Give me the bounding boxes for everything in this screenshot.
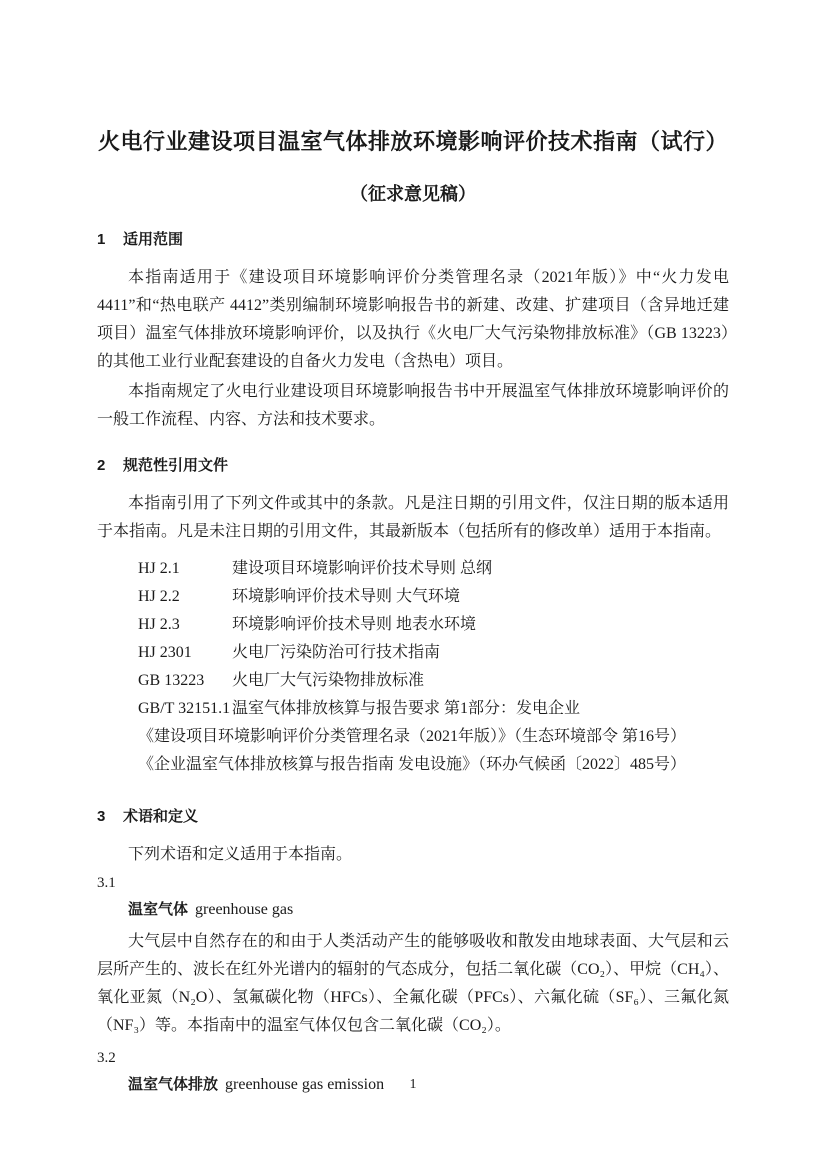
- term-3-1: [97, 897, 729, 922]
- section-2-number: 2: [97, 457, 106, 474]
- section-3-number: 3: [97, 808, 106, 825]
- section-1-title: 适用范围: [123, 231, 184, 248]
- reference-item: [97, 639, 729, 667]
- document-title: 火电行业建设项目温室气体排放环境影响评价技术指南（试行）: [97, 129, 728, 154]
- section-1-paragraph-2: 本指南规定了火电行业建设项目环境影响报告书中开展温室气体排放环境影响评价的一般工作流程、内容、方法和技术要求。: [97, 383, 729, 428]
- reference-title: 温室气体排放核算与报告要求 第1部分：发电企业: [232, 700, 581, 717]
- term-name-en: greenhouse gas: [195, 901, 294, 918]
- section-3-heading: [97, 806, 729, 827]
- reference-title: 建设项目环境影响评价技术导则 总纲: [232, 560, 493, 577]
- section-1-heading: [97, 229, 729, 250]
- term-number-3-1: 3.1: [97, 875, 116, 891]
- reference-title: 火电厂污染防治可行技术指南: [232, 644, 441, 661]
- reference-title: 火电厂大气污染物排放标准: [232, 672, 425, 689]
- term-name-zh: 温室气体: [128, 901, 189, 918]
- reference-document: 《建设项目环境影响评价分类管理名录（2021年版）》（生态环境部令 第16号）: [138, 728, 687, 745]
- term-3-1-definition: 大气层中自然存在的和由于人类活动产生的能够吸收和散发由地球表面、大气层和云层所产生的、波长在红外光谱内的辐射的气态成分，包括二氧化碳（CO₂）、甲烷（CH₄）、氧化亚氮（N₂O）、氢氟碳化物（HFCs）、全氟化碳（PFCs）、六氟化硫（SF₆）、三氟化氮（NF₃）等。本指南中的温室气体仅包含二氧化碳（CO₂）。: [97, 933, 729, 1034]
- section-1-paragraph-1: 本指南适用于《建设项目环境影响评价分类管理名录（2021年版）》中“火力发电 4411”和“热电联产 4412”类别编制环境影响报告书的新建、改建、扩建项目（含异地迁建项目）温室气体排放环境影响评价，以及执行《火电厂大气污染物排放标准》（GB 13223）的其他工业行业配套建设的自备火力发电（含热电）项目。: [97, 269, 729, 370]
- reference-title: 环境影响评价技术导则 大气环境: [232, 588, 461, 605]
- page-number: 1: [409, 1077, 417, 1092]
- reference-title: 环境影响评价技术导则 地表水环境: [232, 616, 477, 633]
- reference-item: [97, 555, 729, 583]
- reference-code: HJ 2.3: [138, 616, 180, 633]
- reference-code: HJ 2.1: [138, 560, 180, 577]
- section-2-title: 规范性引用文件: [123, 457, 229, 474]
- reference-item: [97, 667, 729, 695]
- section-3-title: 术语和定义: [123, 808, 199, 825]
- normative-references-list: [97, 555, 729, 779]
- reference-item: [97, 611, 729, 639]
- section-2-heading: [97, 455, 729, 476]
- reference-document: 《企业温室气体排放核算与报告指南 发电设施》（环办气候函〔2022〕485号）: [138, 756, 687, 773]
- reference-code: GB 13223: [138, 672, 205, 689]
- reference-code: GB/T 32151.1: [138, 700, 231, 717]
- section-3-intro: 下列术语和定义适用于本指南。: [128, 846, 353, 863]
- reference-code: HJ 2301: [138, 644, 192, 661]
- term-name-zh: 温室气体排放: [128, 1076, 219, 1093]
- section-1-number: 1: [97, 231, 106, 248]
- reference-item: [97, 583, 729, 611]
- section-2-paragraph-1: 本指南引用了下列文件或其中的条款。凡是注日期的引用文件，仅注日期的版本适用于本指南。凡是未注日期的引用文件，其最新版本（包括所有的修改单）适用于本指南。: [97, 495, 729, 540]
- document-subtitle: （征求意见稿）: [350, 184, 476, 204]
- term-name-en: greenhouse gas emission: [225, 1076, 385, 1093]
- term-number-3-2: 3.2: [97, 1050, 116, 1066]
- reference-code: HJ 2.2: [138, 588, 180, 605]
- reference-item: [97, 695, 729, 723]
